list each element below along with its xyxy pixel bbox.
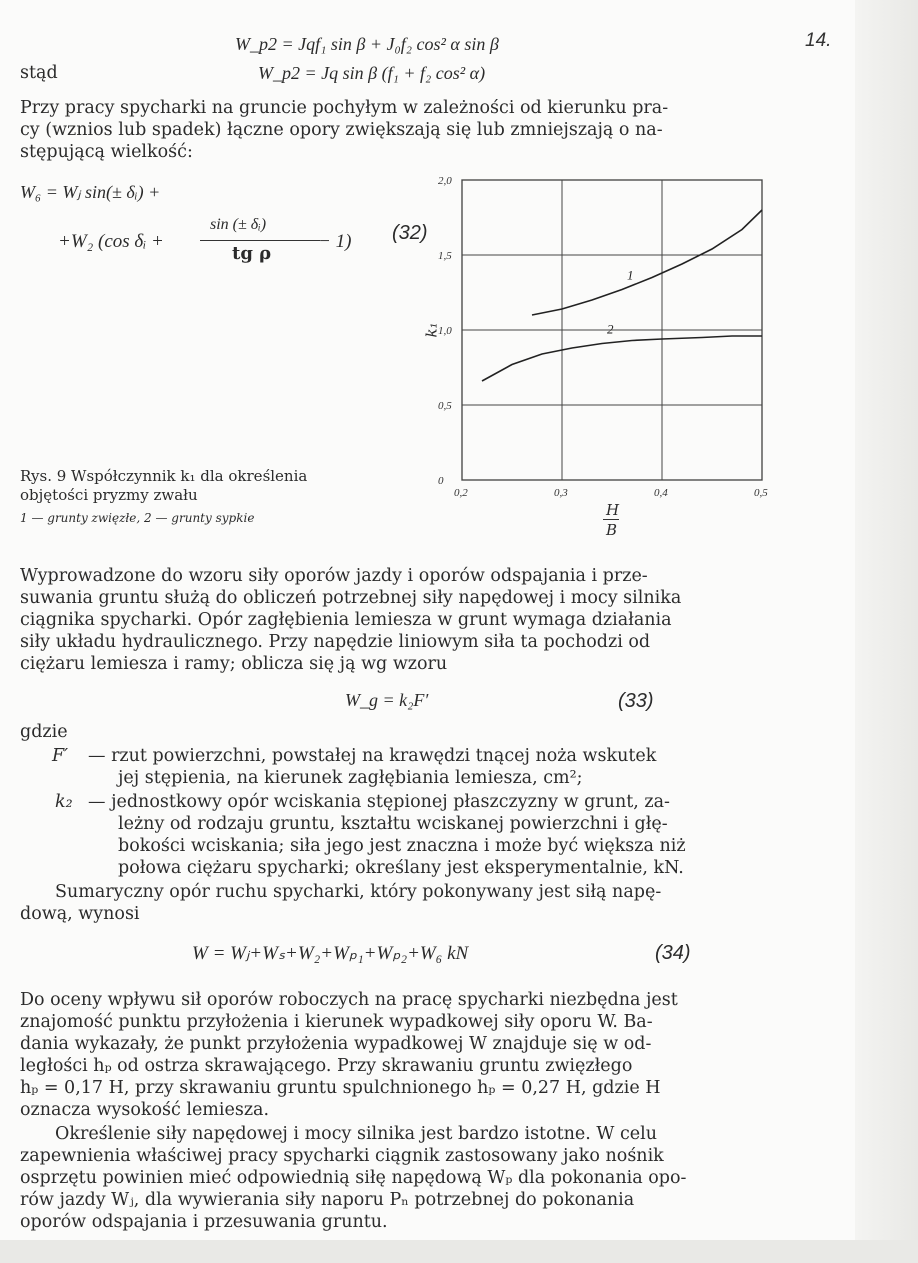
text-line: ciężaru lemiesza i ramy; oblicza się ją wg wzoru — [20, 654, 448, 674]
definition-symbol: k₂ — [55, 792, 73, 812]
text-line: — jednostkowy opór wciskania stępionej płaszczyzny w grunt, za- — [88, 792, 670, 812]
series-line-1 — [532, 210, 762, 315]
x-tick-label: 0,4 — [654, 487, 668, 499]
scan-margin — [855, 0, 918, 1263]
series-line-2 — [482, 336, 762, 381]
equation-33-number: (33) — [618, 690, 654, 712]
y-tick-label: 1,0 — [438, 325, 452, 337]
word-stad: stąd — [20, 63, 58, 83]
equation-32-tail: − 1) — [318, 231, 352, 252]
equation-wp2-b: W_p2 = Jq sin β (f₁ + f₂ cos² α) — [258, 63, 486, 83]
y-axis-label: k₁ — [422, 322, 441, 338]
x-axis-label-numerator: H — [606, 501, 620, 519]
text-line: Sumaryczny opór ruchu spycharki, który pokonywany jest siłą napę- — [55, 882, 662, 902]
text-line: rów jazdy Wⱼ, dla wywierania siły naporu Pₙ potrzebnej do pokonania — [20, 1190, 635, 1210]
text-line: Przy pracy spycharki na gruncie pochyłym w zależności od kierunku pra- — [20, 98, 669, 118]
equation-wp2-a: W_p2 = Jqf₁ sin β + J₀f₂ cos² α sin β — [235, 34, 499, 54]
text-line: zapewnienia właściwej pracy spycharki ciągnik zastosowany jako nośnik — [20, 1146, 664, 1166]
x-tick-label: 0,2 — [454, 487, 468, 499]
x-axis-label-denominator: B — [606, 521, 618, 539]
text-line: stępującą wielkość: — [20, 142, 193, 162]
text-line: połowa ciężaru spycharki; określany jest eksperymentalnie, kN. — [118, 858, 684, 878]
equation-32-line2: +W₂ (cos δᵢ + — [58, 231, 164, 252]
text-line: bokości wciskania; siła jego jest znaczna i może być większa niż — [118, 836, 686, 856]
figure-9-chart — [420, 170, 840, 520]
word-gdzie: gdzie — [20, 722, 68, 742]
figure-caption-title-2: objętości pryzmy zwału — [20, 486, 198, 504]
text-line: osprzętu powinien mieć odpowiednią siłę napędową Wₚ dla pokonania opo- — [20, 1168, 687, 1188]
definition-symbol: F′ — [52, 746, 69, 766]
figure-caption-title: Rys. 9 Współczynnik k₁ dla określenia — [20, 467, 308, 485]
text-line: cy (wznios lub spadek) łączne opory zwiększają się lub zmniejszają o na- — [20, 120, 663, 140]
text-line: leżny od rodzaju gruntu, kształtu wciskanej powierzchni i głę- — [118, 814, 668, 834]
y-tick-label: 0,5 — [438, 400, 452, 412]
fraction-bar — [200, 240, 320, 241]
equation-32-numerator: sin (± δᵢ) — [210, 216, 267, 233]
equation-33: W_g = k₂F′ — [345, 690, 429, 710]
text-line: ciągnika spycharki. Opór zagłębienia lemiesza w grunt wymaga działania — [20, 610, 672, 630]
y-tick-label: 0 — [438, 475, 444, 487]
text-line: suwania gruntu służą do obliczeń potrzebnej siły napędowej i mocy silnika — [20, 588, 682, 608]
scan-bottom-edge — [0, 1240, 918, 1263]
equation-32-number: (32) — [392, 222, 428, 244]
text-line: oporów odspajania i przesuwania gruntu. — [20, 1212, 388, 1232]
x-tick-label: 0,3 — [554, 487, 568, 499]
equation-34-number: (34) — [655, 942, 691, 964]
x-tick-label: 0,5 — [754, 487, 768, 499]
text-line: dową, wynosi — [20, 904, 140, 924]
text-line: Do oceny wpływu sił oporów roboczych na pracę spycharki niezbędna jest — [20, 990, 678, 1010]
text-line: siły układu hydraulicznego. Przy napędzie liniowym siła ta pochodzi od — [20, 632, 651, 652]
text-line: jej stępienia, na kierunek zagłębiania lemiesza, cm²; — [118, 768, 583, 788]
equation-32-line1: W₆ = Wⱼ sin(± δᵢ) + — [20, 182, 161, 202]
page-number: 14. — [805, 30, 832, 51]
curve-label-1: 1 — [627, 267, 634, 283]
text-line: ległości hₚ od ostrza skrawającego. Przy skrawaniu gruntu zwięzłego — [20, 1056, 633, 1076]
text-line: dania wykazały, że punkt przyłożenia wypadkowej W znajduje się w od- — [20, 1034, 652, 1054]
text-line: znajomość punktu przyłożenia i kierunek wypadkowej siły oporu W. Ba- — [20, 1012, 653, 1032]
figure-caption-legend: 1 — grunty zwięzłe, 2 — grunty sypkie — [20, 511, 255, 525]
text-line: hₚ = 0,17 H, przy skrawaniu gruntu spulchnionego hₚ = 0,27 H, gdzie H — [20, 1078, 661, 1098]
y-tick-label: 2,0 — [438, 175, 452, 187]
text-line: oznacza wysokość lemiesza. — [20, 1100, 270, 1120]
chart-curves — [482, 210, 762, 381]
text-line: Określenie siły napędowej i mocy silnika jest bardzo istotne. W celu — [55, 1124, 657, 1144]
equation-34: W = Wⱼ+Wₛ+W₂+Wₚ₁+Wₚ₂+W₆ kN — [192, 943, 469, 964]
equation-32-denominator: tg ρ — [232, 243, 272, 264]
text-line: — rzut powierzchni, powstałej na krawędzi tnącej noża wskutek — [88, 746, 657, 766]
y-tick-label: 1,5 — [438, 250, 452, 262]
curve-label-2: 2 — [607, 321, 614, 337]
text-line: Wyprowadzone do wzoru siły oporów jazdy i oporów odspajania i prze- — [20, 566, 648, 586]
